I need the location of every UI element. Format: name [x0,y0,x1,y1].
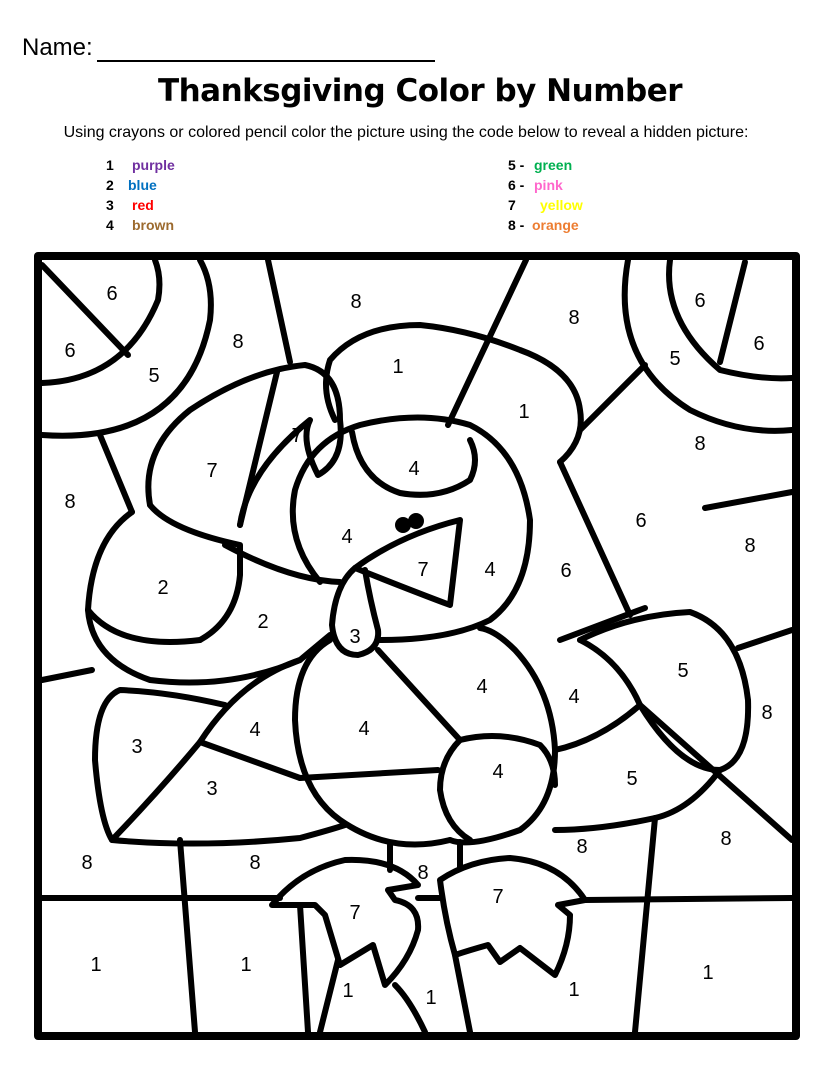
region-number: 8 [64,491,76,513]
key-item: 2 blue [106,177,157,193]
page-title: Thanksgiving Color by Number [157,73,683,109]
region-number: 8 [232,331,244,353]
region-number: 7 [291,425,303,447]
region-number: 4 [358,718,370,740]
region-number: 8 [568,307,580,329]
region-number: 6 [64,340,76,362]
region-number: 1 [702,962,714,984]
region-number: 1 [342,980,354,1002]
feather-blue-divider [88,610,200,642]
turkey-head [293,418,530,641]
corner-arc-tr-outer [625,260,792,431]
region-number: 1 [240,954,252,976]
line-bottom-8 [395,985,425,1032]
line-bottom-6 [635,818,655,1032]
region-number: 6 [694,290,706,312]
region-number: 5 [669,348,681,370]
region-number: 4 [249,719,261,741]
line-bottom-4 [180,840,195,1032]
key-item: 6 - pink [508,177,563,193]
region-number: 4 [476,676,488,698]
line-bottom-5 [300,905,308,1032]
key-item: 8 - orange [508,217,579,233]
line-bottom-3 [585,898,792,900]
line-bottom-9 [455,955,470,1032]
region-number: 7 [417,559,429,581]
region-number: 8 [761,702,773,724]
region-number: 8 [744,535,756,557]
line-top-2 [448,260,526,425]
key-item: 7 yellow [508,197,583,213]
feather-red-left [95,690,225,840]
key-item: 1 purple [106,157,175,173]
line-right-3 [560,462,630,615]
region-number: 8 [417,862,429,884]
region-number: 3 [349,626,361,648]
turkey-eye [411,516,421,526]
region-number: 1 [90,954,102,976]
region-number: 6 [753,333,765,355]
line-right-4 [560,608,645,640]
region-number: 5 [626,768,638,790]
region-number: 8 [81,852,93,874]
region-number: 8 [350,291,362,313]
region-number: 1 [392,356,404,378]
feather-green-right [580,612,748,770]
region-number: 8 [576,836,588,858]
body-divider-2 [300,770,438,778]
region-number: 7 [492,886,504,908]
name-label: Name: [22,34,93,61]
line-right-2 [738,630,792,648]
region-number: 8 [249,852,261,874]
feather-yellow-divider [240,372,277,525]
region-number: 4 [341,526,353,548]
body-divider-3 [440,740,470,840]
line-left-1 [100,435,132,512]
region-number: 2 [157,577,169,599]
turkey-foot-left [272,860,418,985]
turkey-body-left [295,640,450,845]
key-item: 3 red [106,197,154,213]
region-number: 3 [131,736,143,758]
line-left-2 [42,670,92,680]
key-item: 4 brown [106,217,174,233]
region-number: 4 [492,761,504,783]
feather-purple [326,325,581,462]
turkey-foot-right [440,858,585,975]
corner-line-tl [42,265,128,355]
instructions: Using crayons or colored pencil color the picture using the code below to reveal a hidden picture: [63,124,749,141]
corner-line-tr [720,262,745,362]
feather-yellow-base [150,505,240,640]
region-number: 7 [206,460,218,482]
region-number: 1 [518,401,530,423]
key-item: 5 - green [508,157,573,173]
region-number: 2 [257,611,269,633]
region-number: 7 [349,902,361,924]
region-number: 4 [408,458,420,480]
region-number: 4 [568,686,580,708]
region-number: 1 [425,987,437,1009]
region-number: 1 [568,979,580,1001]
region-number: 4 [484,559,496,581]
turkey-eye [398,520,408,530]
region-number: 5 [148,365,160,387]
body-divider-4 [460,736,555,785]
region-number: 8 [694,433,706,455]
line-top-1 [268,260,290,362]
line-bottom-7 [320,960,338,1032]
line-top-3 [580,365,645,430]
region-number: 3 [206,778,218,800]
body-divider-1 [378,650,460,740]
region-number: 8 [720,828,732,850]
region-number: 6 [106,283,118,305]
line-right-1 [705,492,792,508]
region-number: 6 [635,510,647,532]
corner-arc-tl-inner [42,260,159,383]
region-number: 6 [560,560,572,582]
region-number: 5 [677,660,689,682]
feather-red-base [112,825,345,844]
